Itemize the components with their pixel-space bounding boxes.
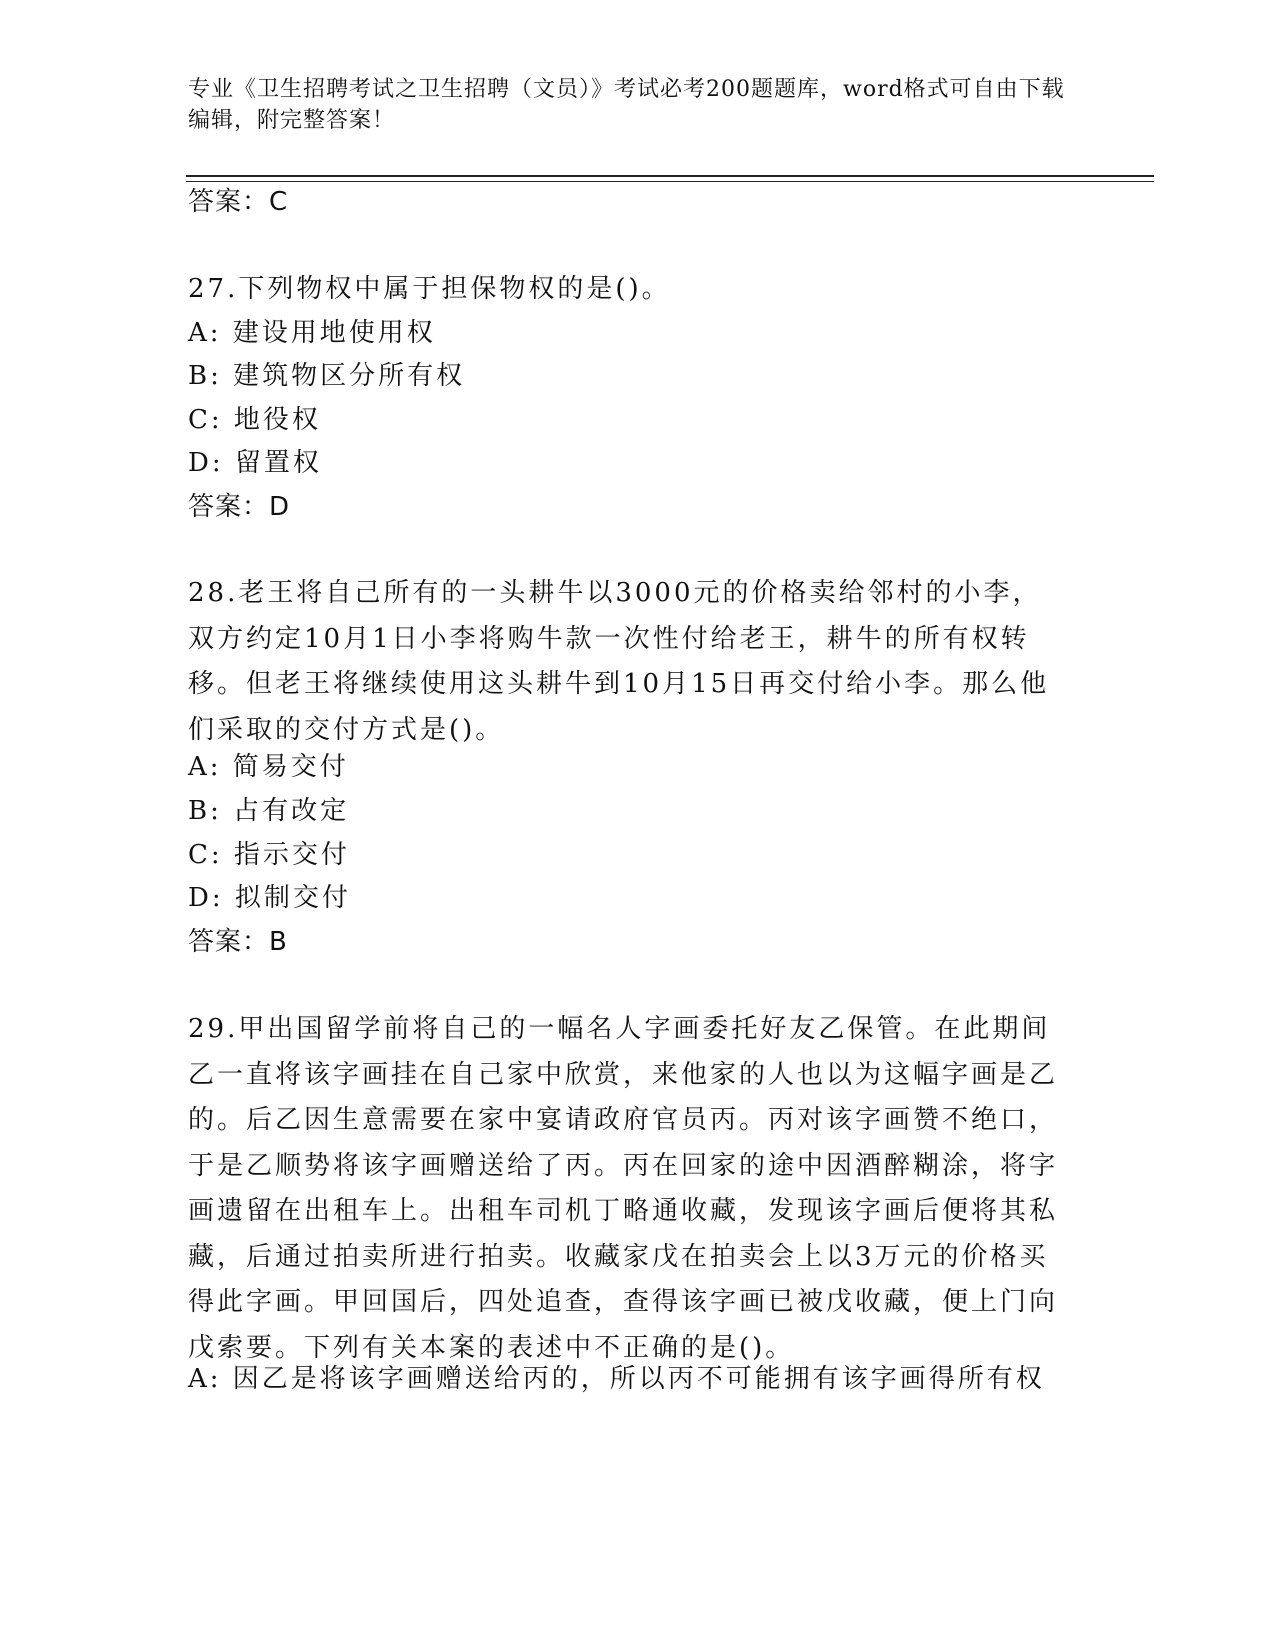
option-27-b: B: 建筑物区分所有权 (188, 361, 466, 391)
answer-27: 答案：D (188, 492, 291, 522)
option-28-b: B: 占有改定 (188, 796, 350, 826)
question-29: 29.甲出国留学前将自己的一幅名人字画委托好友乙保管。在此期间乙一直将该字画挂在自己家中欣赏，来他家的人也以为这幅字画是乙的。后乙因生意需要在家中宴请政府官员丙。丙对该字画赞不绝口，于是乙顺势将该字画赠送给了丙。丙在回家的途中因酒醉糊涂，将字画遗留在出租车上。出租车司机丁略通收藏，发现该字画后便将其私藏，后通过拍卖所进行拍卖。收藏家戊在拍卖会上以3万元的价格买得此字画。甲回国后，四处追查，查得该字画已被戊收藏，便上门向戊索要。下列有关本案的表述中不正确的是()。 (188, 1014, 1059, 1363)
header-divider (186, 175, 1154, 177)
option-27-a: A: 建设用地使用权 (188, 318, 436, 348)
header-divider-thin (186, 181, 1154, 182)
option-28-c: C: 指示交付 (188, 840, 350, 870)
question-28: 28.老王将自己所有的一头耕牛以3000元的价格卖给邻村的小李，双方约定10月1日小李将购牛款一次性付给老王，耕牛的所有权转移。但老王将继续使用这头耕牛到10月15日再交付给小李。那么他们采取的交付方式是()。 (188, 578, 1050, 745)
option-27-c: C: 地役权 (188, 405, 321, 435)
document-header: 专业《卫生招聘考试之卫生招聘（文员）》考试必考200题题库，word格式可自由下载编辑，附完整答案！ (188, 77, 1065, 133)
option-27-d: D: 留置权 (188, 448, 322, 478)
option-28-d: D: 拟制交付 (188, 883, 351, 913)
question-27: 27.下列物权中属于担保物权的是()。 (188, 274, 671, 304)
option-28-a: A: 简易交付 (188, 752, 349, 782)
answer-26: 答案：C (188, 187, 289, 217)
answer-28: 答案：B (188, 927, 288, 957)
option-29-a: A: 因乙是将该字画赠送给丙的，所以丙不可能拥有该字画得所有权 (188, 1364, 1045, 1394)
